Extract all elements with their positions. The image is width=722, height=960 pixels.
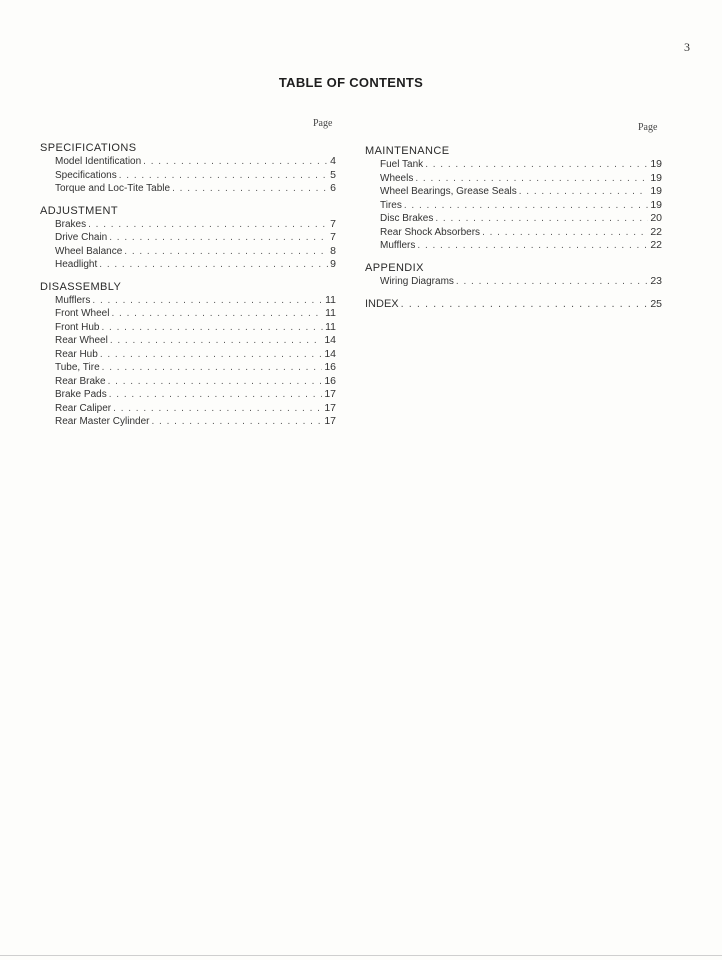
entry-name: Wheel Bearings, Grease Seals xyxy=(380,186,517,197)
entry-page: 22 xyxy=(650,239,662,251)
entry-page: 5 xyxy=(330,168,336,181)
left-page-column-label: Page xyxy=(313,118,333,129)
toc-entry xyxy=(55,375,336,389)
entry-name: Brakes xyxy=(55,218,87,230)
page-title: TABLE OF CONTENTS xyxy=(278,75,424,90)
entry-name: Drive Chain xyxy=(55,232,108,243)
dot-leader xyxy=(404,199,648,213)
entry-page: 17 xyxy=(324,401,336,414)
dot-leader xyxy=(401,298,649,312)
entry-page: 4 xyxy=(330,155,336,167)
entry-name: Rear Caliper xyxy=(55,402,112,414)
toc-entry xyxy=(55,361,336,375)
dot-leader xyxy=(519,185,649,199)
entry-name: Headlight xyxy=(55,259,98,270)
entry-name: INDEX xyxy=(365,298,399,310)
dot-leader xyxy=(435,212,648,226)
right-page-column-label: Page xyxy=(638,122,658,133)
entry-page: 17 xyxy=(324,415,336,427)
toc-entry xyxy=(55,245,336,259)
dot-leader xyxy=(119,169,328,183)
toc-entry xyxy=(380,239,662,253)
toc-entry xyxy=(380,212,662,226)
entry-page: 16 xyxy=(324,361,336,373)
dot-leader xyxy=(110,334,323,348)
dot-leader xyxy=(109,388,323,402)
entry-page: 19 xyxy=(650,158,662,170)
entry-name: Tube, Tire xyxy=(55,362,100,373)
section-title-disassembly: DISASSEMBLY xyxy=(40,280,122,293)
entry-name: Rear Hub xyxy=(55,348,98,360)
dot-leader xyxy=(456,275,648,289)
entry-name: Front Wheel xyxy=(55,308,110,319)
section-title-maintenance: MAINTENANCE xyxy=(365,145,450,157)
entry-page: 16 xyxy=(324,374,336,387)
toc-entry xyxy=(55,169,336,183)
toc-entry xyxy=(55,334,336,348)
entry-page: 19 xyxy=(650,198,662,211)
entry-name: Disc Brakes xyxy=(380,213,434,224)
entry-page: 19 xyxy=(650,171,662,184)
section-title-adjustment: ADJUSTMENT xyxy=(40,204,118,217)
dot-leader xyxy=(417,239,648,253)
toc-entry xyxy=(380,172,662,186)
page-number: 3 xyxy=(684,40,690,54)
dot-leader xyxy=(415,172,648,186)
entry-page: 9 xyxy=(330,258,336,270)
dot-leader xyxy=(108,375,323,389)
section-title-appendix: APPENDIX xyxy=(365,261,424,274)
entry-page: 11 xyxy=(325,293,336,306)
dot-leader xyxy=(124,245,328,259)
section-gap xyxy=(40,196,336,204)
entry-page: 20 xyxy=(650,212,662,224)
entry-page: 22 xyxy=(650,225,662,238)
entry-page: 7 xyxy=(330,231,336,243)
toc-entry xyxy=(380,185,662,199)
entry-page: 14 xyxy=(324,334,336,346)
entry-page: 23 xyxy=(650,274,662,287)
entry-name: Fuel Tank xyxy=(380,159,424,170)
entry-name: Wheel Balance xyxy=(55,245,123,257)
section-gap xyxy=(365,288,662,298)
section-gap xyxy=(365,253,662,261)
right-toc-column xyxy=(365,144,662,312)
dot-leader xyxy=(151,415,322,429)
toc-entry-index xyxy=(365,298,662,312)
entry-page: 25 xyxy=(650,298,662,310)
entry-name: Front Hub xyxy=(55,321,100,333)
dot-leader xyxy=(99,258,328,272)
entry-name: Wiring Diagrams xyxy=(380,275,454,287)
entry-name: Brake Pads xyxy=(55,389,107,400)
entry-page: 8 xyxy=(330,244,336,257)
toc-entry xyxy=(55,258,336,272)
dot-leader xyxy=(482,226,648,240)
toc-entry xyxy=(55,307,336,321)
toc-entry xyxy=(380,226,662,240)
dot-leader xyxy=(425,158,648,172)
dot-leader xyxy=(113,402,322,416)
entry-name: Specifications xyxy=(55,169,117,181)
toc-entry xyxy=(55,182,336,196)
toc-entry xyxy=(55,294,336,308)
entry-page: 7 xyxy=(330,217,336,230)
entry-name: Torque and Loc-Tite Table xyxy=(55,183,171,194)
dot-leader xyxy=(88,218,328,232)
dot-leader xyxy=(101,321,323,335)
entry-name: Mufflers xyxy=(380,240,416,251)
toc-entry xyxy=(55,218,336,232)
dot-leader xyxy=(100,348,323,362)
dot-leader xyxy=(172,182,328,196)
entry-name: Rear Master Cylinder xyxy=(55,416,150,427)
section-gap xyxy=(40,272,336,280)
left-toc-column xyxy=(40,141,336,429)
entry-page: 6 xyxy=(330,182,336,194)
toc-entry xyxy=(55,231,336,245)
scan-edge-line xyxy=(0,955,722,956)
entry-name: Tires xyxy=(380,199,402,211)
toc-entry xyxy=(55,321,336,335)
toc-entry xyxy=(55,388,336,402)
dot-leader xyxy=(102,361,323,375)
dot-leader xyxy=(109,231,328,245)
entry-name: Model Identification xyxy=(55,156,142,167)
toc-entry xyxy=(380,199,662,213)
entry-name: Mufflers xyxy=(55,294,91,306)
entry-page: 11 xyxy=(325,320,336,333)
dot-leader xyxy=(92,294,323,308)
toc-entry xyxy=(55,402,336,416)
entry-name: Rear Shock Absorbers xyxy=(380,226,481,238)
entry-name: Wheels xyxy=(380,172,414,184)
entry-page: 11 xyxy=(325,307,336,319)
entry-page: 17 xyxy=(324,388,336,400)
dot-leader xyxy=(111,307,323,321)
entry-name: Rear Brake xyxy=(55,375,106,387)
entry-page: 19 xyxy=(650,185,662,197)
entry-page: 14 xyxy=(324,347,336,360)
section-title-specifications: SPECIFICATIONS xyxy=(40,142,137,154)
toc-entry xyxy=(55,348,336,362)
dot-leader xyxy=(143,155,328,169)
toc-entry xyxy=(55,415,336,429)
toc-entry xyxy=(380,275,662,289)
toc-entry xyxy=(380,158,662,172)
entry-name: Rear Wheel xyxy=(55,335,108,346)
toc-entry xyxy=(55,155,336,169)
